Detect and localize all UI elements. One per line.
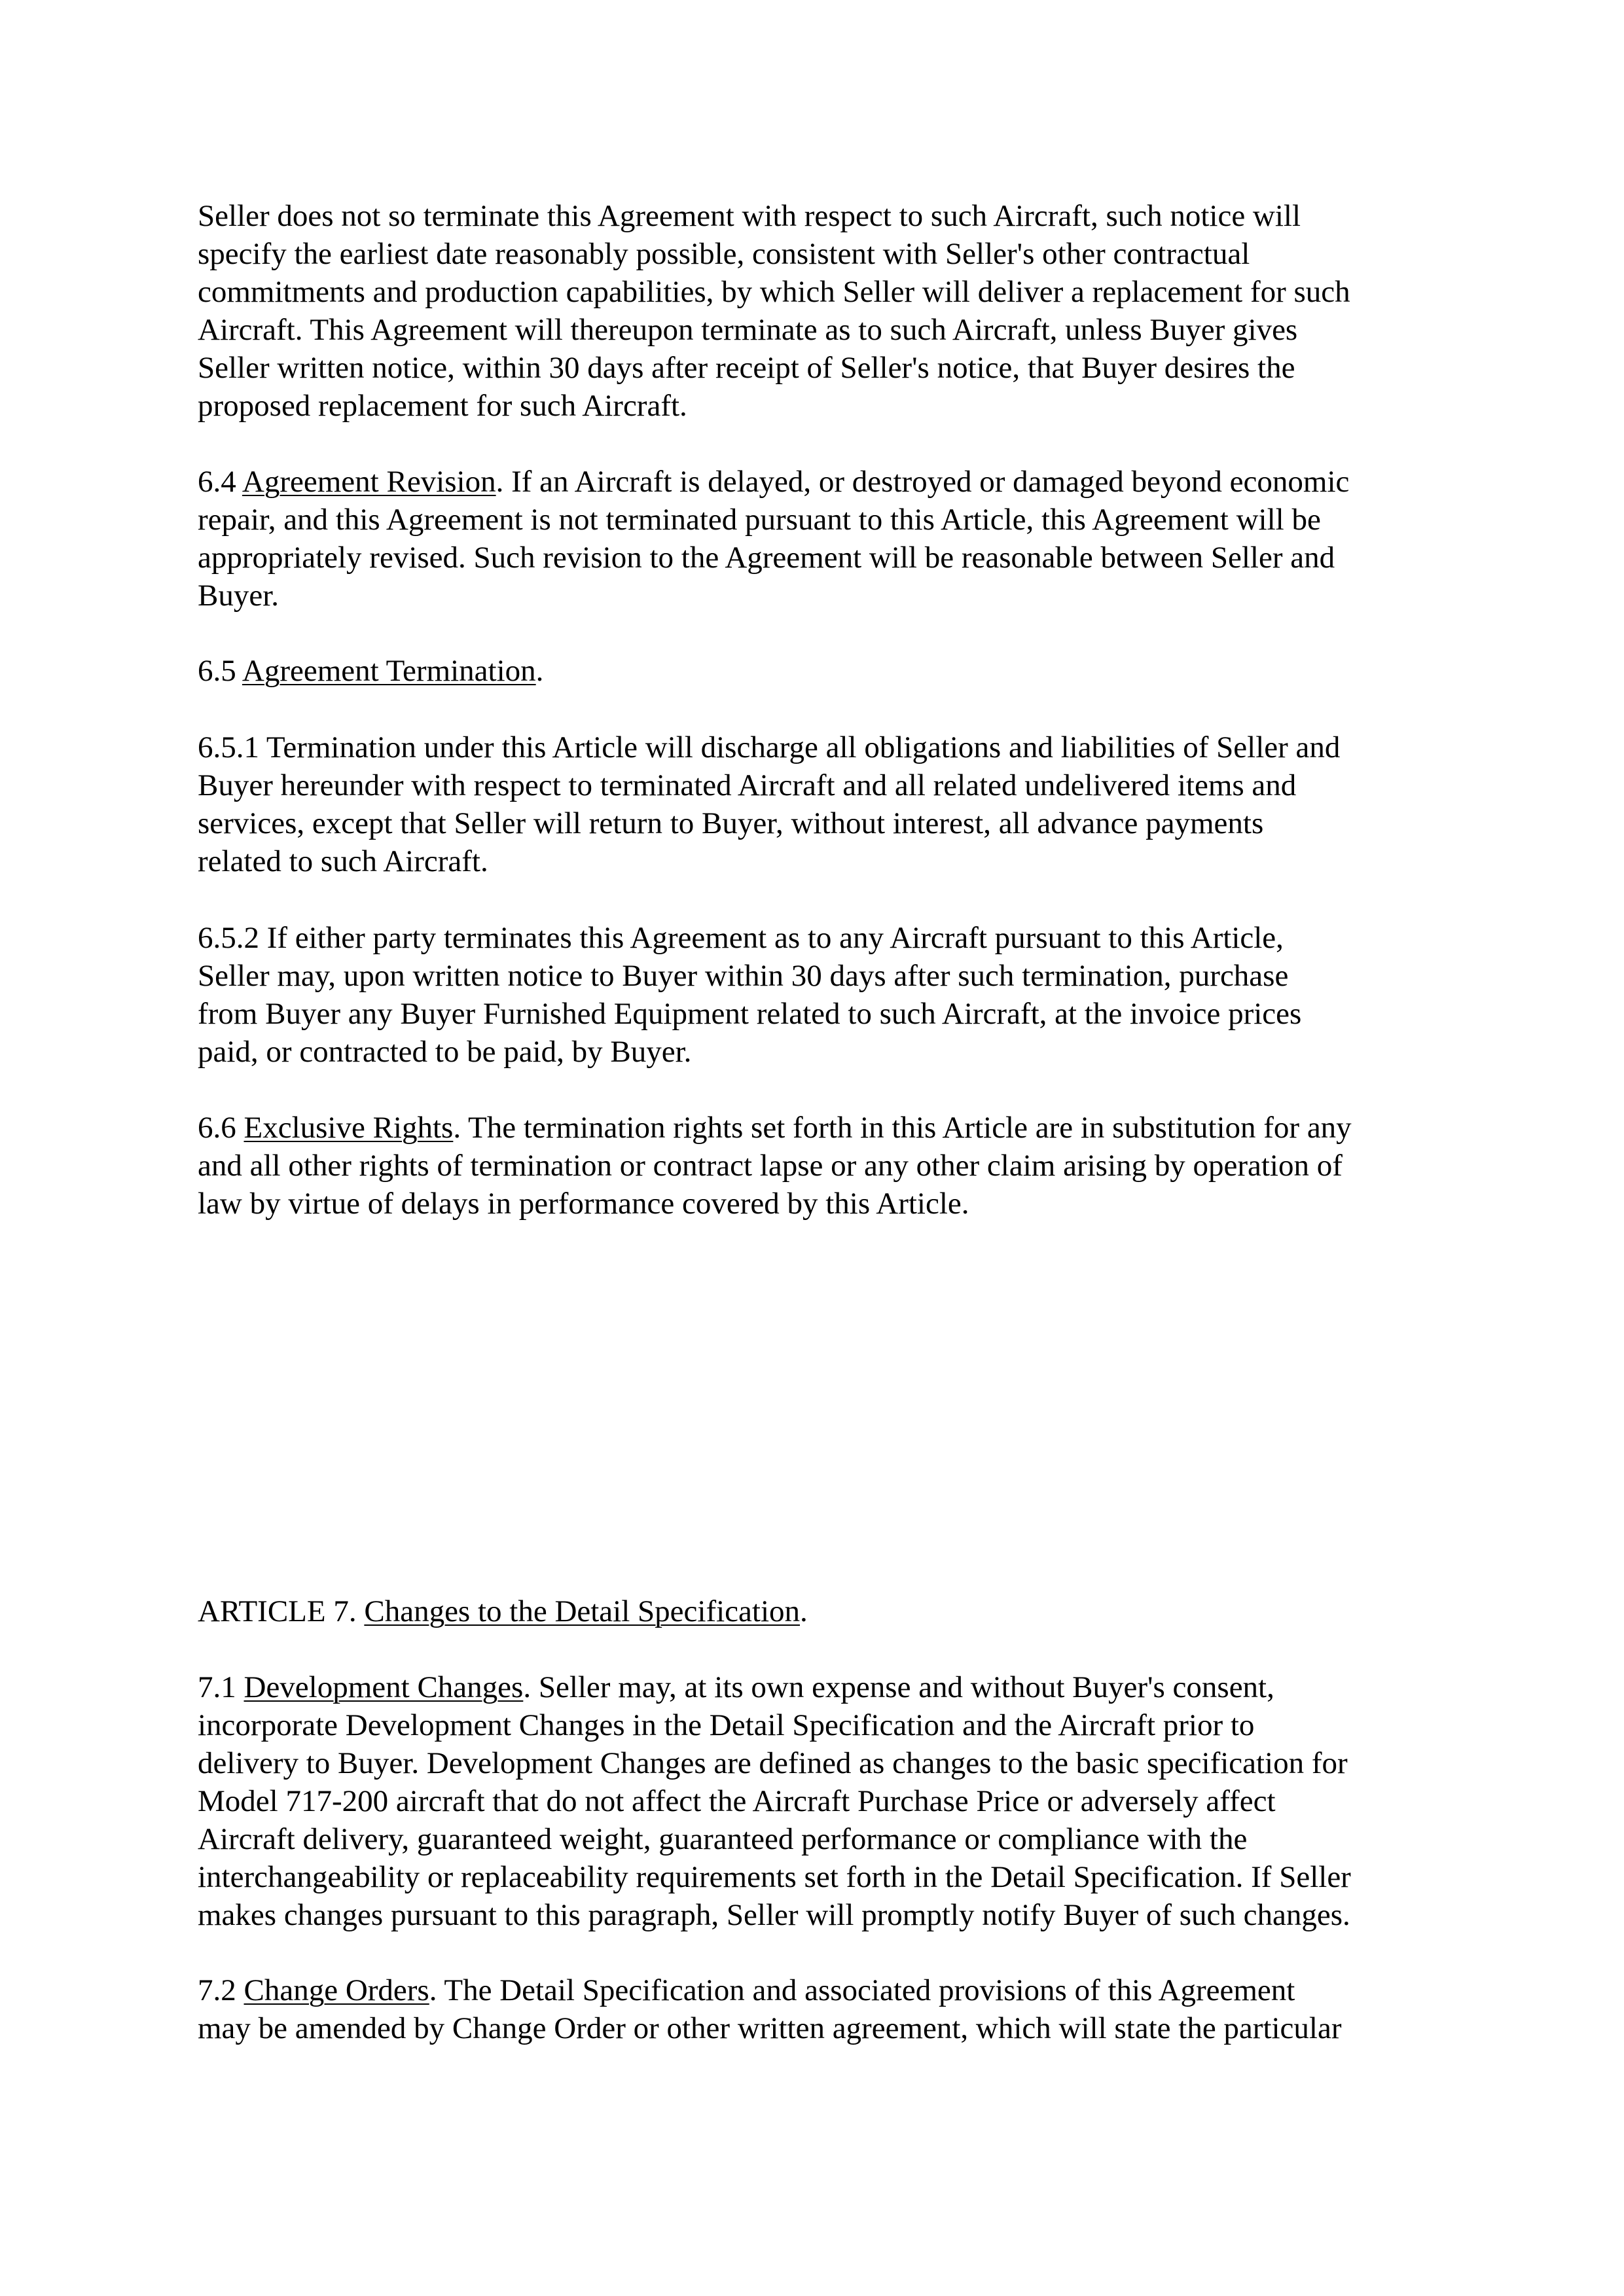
section-6-4: [198, 463, 1441, 615]
section-7-1: [198, 1668, 1441, 1934]
section-6-5-1: [198, 728, 1441, 880]
article-text: .: [800, 1594, 808, 1628]
section-number: 6.4: [198, 465, 242, 499]
section-7-2: [198, 1971, 1441, 2047]
section-number: 7.2: [198, 1973, 244, 2007]
section-heading: Exclusive Rights: [244, 1111, 454, 1145]
section-number: 6.5: [198, 654, 242, 688]
section-text: 6.5.1 Termination under this Article will discharge all obligations and liabilities of Seller and Buyer hereunder with respect to terminated Aircraft and all related undelivered items and services, except that Seller will return to Buyer, without interest, all advance payments related to such Aircraft.: [198, 730, 1341, 878]
section-heading: Development Changes: [244, 1670, 524, 1704]
section-6-6: [198, 1109, 1441, 1223]
section-number: 6.6: [198, 1111, 244, 1145]
article-7-heading: [198, 1592, 1441, 1630]
article-title: Changes to the Detail Specification: [364, 1594, 801, 1628]
section-heading: Change Orders: [244, 1973, 429, 2007]
article-number: ARTICLE 7.: [198, 1594, 365, 1628]
section-heading: Agreement Revision: [242, 465, 496, 499]
section-text: . If an Aircraft is delayed, or destroyed or damaged beyond economic repair, and this Agreement is not terminated pursuant to this Article, this Agreement will be appropriately revised. Such revision to the Agreement will be reasonable between Seller and Buyer.: [198, 465, 1350, 613]
section-text: . The Detail Specification and associated provisions of this Agreement may be amended by Change Order or other written agreement, which will state the particular: [198, 1973, 1342, 2045]
section-text: .: [535, 654, 544, 688]
paragraph-continuation: [198, 197, 1441, 425]
section-text: . The termination rights set forth in this Article are in substitution for any and all other rights of termination or contract lapse or any other claim arising by operation of law by virtue of delays in performance covered by this Article.: [198, 1111, 1352, 1221]
section-number: 7.1: [198, 1670, 244, 1704]
section-6-5: [198, 652, 1441, 690]
section-text: . Seller may, at its own expense and without Buyer's consent, incorporate Development Changes in the Detail Specification and the Aircraft prior to delivery to Buyer. Development Changes are defined as changes to the basic specification for Model 717-200 aircraft that do not affect the Aircraft Purchase Price or adversely affect Aircraft delivery, guaranteed weight, guaranteed performance or compliance with the interchangeability or replaceability requirements set forth in the Detail Specification. If Seller makes changes pursuant to this paragraph, Seller will promptly notify Buyer of such changes.: [198, 1670, 1351, 1932]
paragraph-text: Seller does not so terminate this Agreement with respect to such Aircraft, such notice will specify the earliest date reasonably possible, consistent with Seller's other contractual commitments and production capabilities, by which Seller will deliver a replacement for such Aircraft. This Agreement will thereupon terminate as to such Aircraft, unless Buyer gives Seller written notice, within 30 days after receipt of Seller's notice, that Buyer desires the proposed replacement for such Aircraft.: [198, 199, 1350, 423]
section-6-5-2: [198, 919, 1441, 1071]
section-text: 6.5.2 If either party terminates this Agreement as to any Aircraft pursuant to this Article, Seller may, upon written notice to Buyer within 30 days after such termination, purchase from Buyer any Buyer Furnished Equipment related to such Aircraft, at the invoice prices paid, or contracted to be paid, by Buyer.: [198, 921, 1302, 1069]
section-heading: Agreement Termination: [242, 654, 536, 688]
